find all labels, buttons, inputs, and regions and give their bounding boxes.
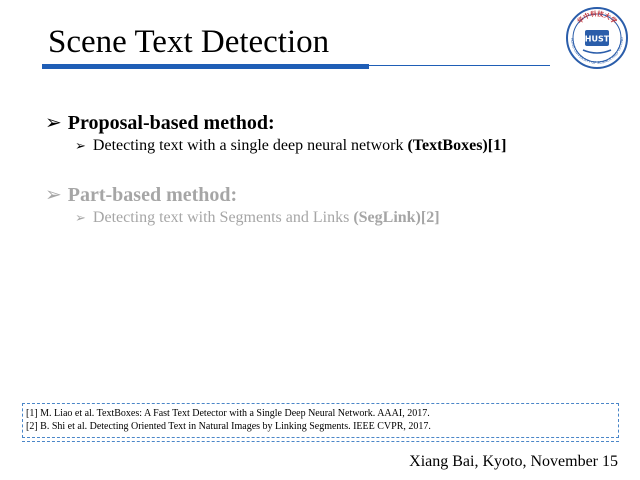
references-box: [22, 403, 619, 438]
slide-footer: Xiang Bai, Kyoto, November 15: [409, 453, 618, 470]
title-underline-thick: [42, 64, 369, 69]
sub-bullet-citation: (TextBoxes)[1]: [407, 137, 507, 154]
reference-item: [1] M. Liao et al. TextBoxes: A Fast Text Detector with a Single Deep Neural Network. AAAI, 2017.: [26, 408, 430, 419]
slide-title: Scene Text Detection: [48, 24, 330, 60]
seal-mark-text: HUST: [584, 34, 610, 44]
reference-item: [2] B. Shi et al. Detecting Oriented Text in Natural Images by Linking Segments. IEEE CVPR, 2017.: [26, 421, 431, 432]
arrow-bullet-icon: ➢: [45, 182, 62, 206]
sub-bullet-textboxes: [75, 136, 506, 157]
university-seal-logo: [561, 6, 633, 70]
bullet-part-based: [45, 182, 237, 207]
arrow-bullet-icon: ➢: [75, 139, 86, 154]
arrow-bullet-icon: ➢: [45, 110, 62, 134]
seal-ring-text: HONG UNIVERSITY OF SCIENCE AND TECHNO: [569, 37, 625, 66]
sub-bullet-text: Detecting text with Segments and Links: [92, 209, 354, 226]
sub-bullet-seglink: [75, 208, 440, 229]
references-divider: [22, 441, 619, 442]
arrow-bullet-icon: ➢: [75, 211, 86, 226]
bullet-label: Part-based method:: [67, 184, 238, 206]
sub-bullet-citation: (SegLink)[2]: [353, 209, 440, 226]
bullet-label: Proposal-based method:: [67, 112, 275, 134]
title-underline-thin: [369, 65, 550, 66]
sub-bullet-text: Detecting text with a single deep neural network: [92, 137, 408, 154]
bullet-proposal-based: [45, 110, 275, 135]
seal-chinese-text: 华中科技大学: [575, 9, 619, 26]
